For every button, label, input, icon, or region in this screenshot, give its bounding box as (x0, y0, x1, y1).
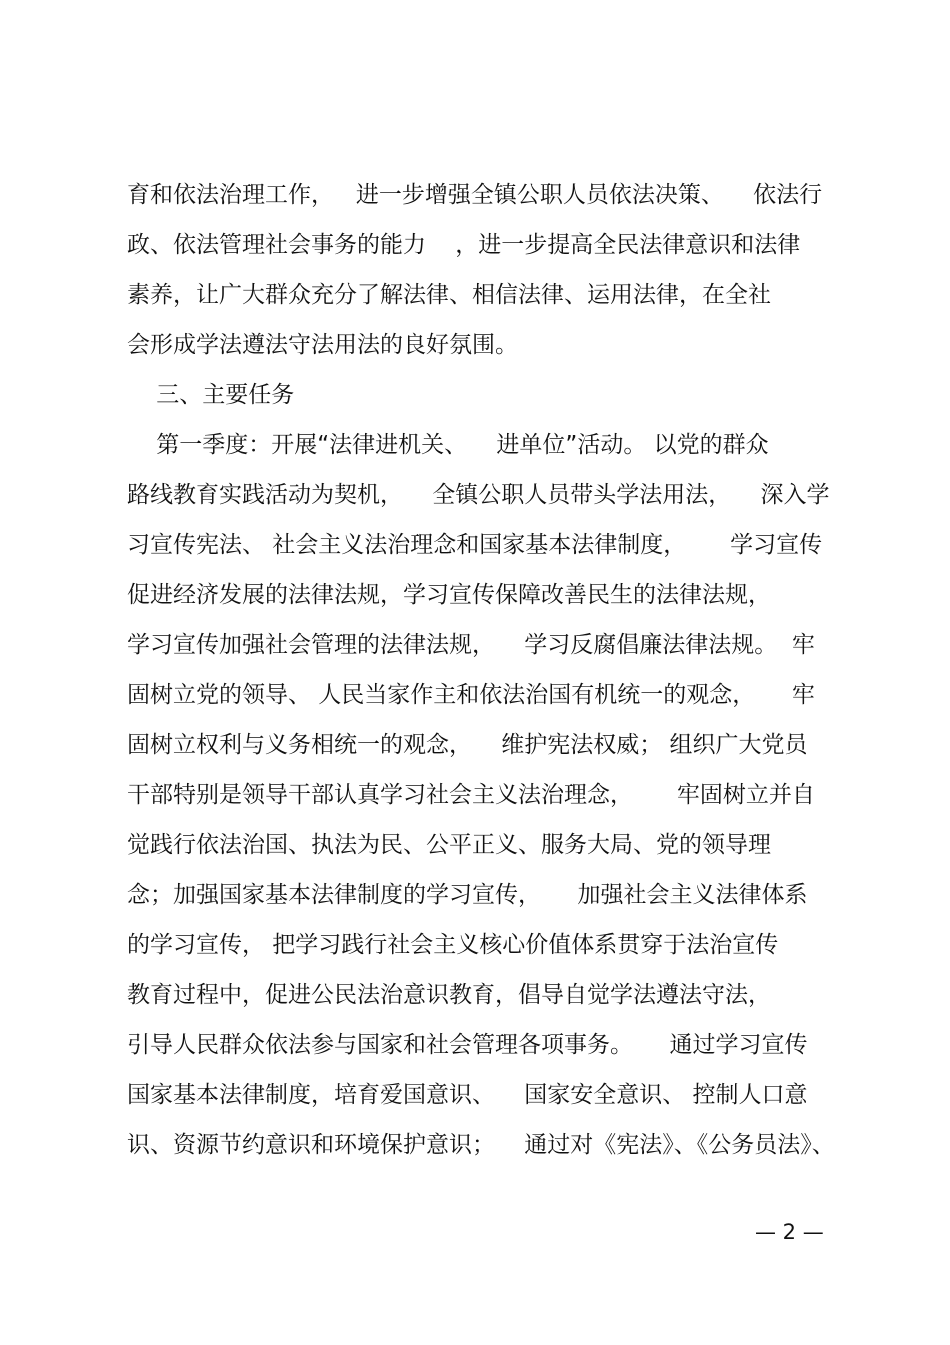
text-line: 的学习宣传， 把学习践行社会主义核心价值体系贯穿于法治宣传 (127, 932, 779, 958)
text-line: 政、依法管理社会事务的能力 ，进一步提高全民法律意识和法律 (127, 232, 801, 258)
text-line: 第一季度：开展“法律进机关、 进单位”活动。 以党的群众 (127, 432, 769, 458)
section-heading: 三、主要任务 (127, 382, 295, 408)
text-line: 路线教育实践活动为契机， 全镇公职人员带头学法用法， 深入学 (127, 482, 830, 508)
text-line: 识、资源节约意识和环境保护意识； 通过对《宪法》、《公务员法》、 (127, 1132, 835, 1158)
text-line: 促进经济发展的法律法规，学习宣传保障改善民生的法律法规， (127, 582, 771, 608)
text-line: 育和依法治理工作， 进一步增强全镇公职人员依法决策、 依法行 (127, 182, 823, 208)
text-line: 会形成学法遵法守法用法的良好氛围。 (127, 332, 518, 358)
text-line: 素养，让广大群众充分了解法律、相信法律、运用法律，在全社 (127, 282, 771, 308)
text-line: 念；加强国家基本法律制度的学习宣传， 加强社会主义法律体系 (127, 882, 808, 908)
text-line: 国家基本法律制度，培育爱国意识、 国家安全意识、 控制人口意 (127, 1082, 808, 1108)
text-line: 学习宣传加强社会管理的法律法规， 学习反腐倡廉法律法规。 牢 (127, 632, 815, 658)
text-line: 引导人民群众依法参与国家和社会管理各项事务。 通过学习宣传 (127, 1032, 808, 1058)
text-line: 干部特别是领导干部认真学习社会主义法治理念， 牢固树立并自 (127, 782, 815, 808)
text-line: 固树立党的领导、 人民当家作主和依法治国有机统一的观念， 牢 (127, 682, 815, 708)
text-line: 固树立权利与义务相统一的观念， 维护宪法权威； 组织广大党员 (127, 732, 808, 758)
text-line: 习宣传宪法、 社会主义法治理念和国家基本法律制度， 学习宣传 (127, 532, 823, 558)
text-line: 觉践行依法治国、执法为民、公平正义、服务大局、党的领导理 (127, 832, 771, 858)
text-line: 教育过程中，促进公民法治意识教育，倡导自觉学法遵法守法， (127, 982, 771, 1008)
page-number: — 2 — (755, 1220, 824, 1244)
